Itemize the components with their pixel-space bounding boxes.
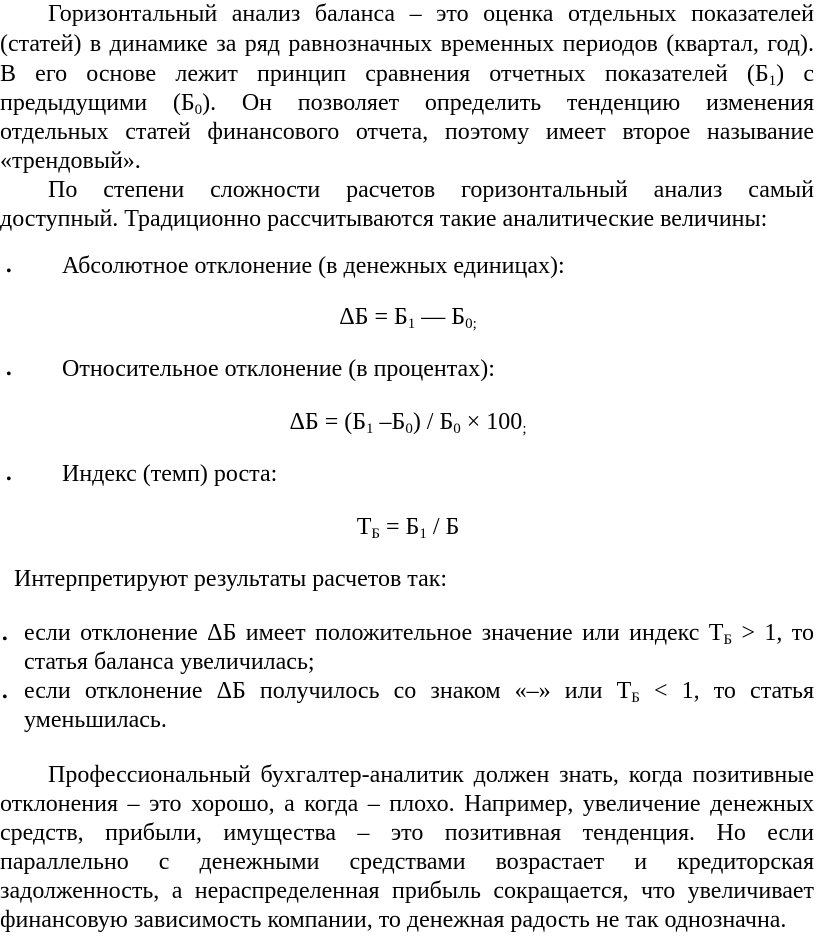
bullet-icon: •: [6, 471, 12, 488]
para3-line6: финансовую зависимость компании, то денежная радость не так однозначна.: [0, 907, 787, 933]
case-line1: если отклонение ΔБ получилось со знаком «–» или $Т_Б < 1$, то статья: [24, 678, 814, 706]
interpretation-heading: Интерпретируют результаты расчетов так:: [14, 566, 448, 592]
formula-relative-deviation: $\Delta Б = (Б_1$ $-Б_0) / Б_0 \times 100_;$: [289, 409, 527, 437]
para3-line4: параллельно с денежными средствами возрастает и кредиторская: [0, 849, 814, 875]
para3-line1: Профессиональный бухгалтер-аналитик должен знать, когда позитивные: [48, 762, 814, 788]
bullet-icon: •: [6, 263, 12, 280]
case-line1: если отклонение ΔБ имеет положительное значение или индекс $Т_Б > 1$, то: [24, 620, 814, 648]
bullet-icon: •: [6, 366, 12, 383]
para1-line3: В его основе лежит принцип сравнения отчетных показателей $(Б_1)$ с: [0, 61, 814, 89]
para1-line4: предыдущими $(Б_0)$. Он позволяет определить тенденцию изменения: [0, 90, 814, 118]
item-label: Относительное отклонение (в процентах):: [62, 356, 495, 382]
para1-line6: «трендовый».: [0, 148, 141, 174]
para1-line5: отдельных статей финансового отчета, поэтому имеет второе называние: [0, 119, 814, 145]
para2-line2: доступный. Традиционно рассчитываются такие аналитические величины:: [0, 206, 768, 232]
bullet-icon: •: [2, 631, 8, 648]
para2-line1: По степени сложности расчетов горизонтальный анализ самый: [48, 177, 814, 203]
item-label: Абсолютное отклонение (в денежных единицах):: [62, 253, 565, 279]
item-label: Индекс (темп) роста:: [62, 461, 278, 487]
para3-line5: задолженность, а нераспределенная прибыль сокращается, что увеличивает: [0, 878, 814, 904]
para1-line1: Горизонтальный анализ баланса – это оценка отдельных показателей: [48, 1, 814, 27]
case-line2: уменьшилась.: [24, 707, 167, 733]
para3-line3: средств, прибыли, имущества – это позитивная тенденция. Но если: [0, 820, 814, 846]
para3-line2: отклонения – это хорошо, а когда – плохо. Например, увеличение денежных: [0, 791, 814, 817]
bullet-icon: •: [2, 689, 8, 706]
formula-absolute-deviation: $\Delta Б = Б_1 -- Б_{0;}$: [339, 304, 477, 332]
case-line2: статья баланса увеличилась;: [24, 649, 315, 675]
formula-growth-index: $Т_Б = Б_1 / Б$: [356, 514, 460, 542]
para1-line2: (статей) в динамике за ряд равнозначных временных периодов (квартал, год).: [0, 31, 814, 57]
